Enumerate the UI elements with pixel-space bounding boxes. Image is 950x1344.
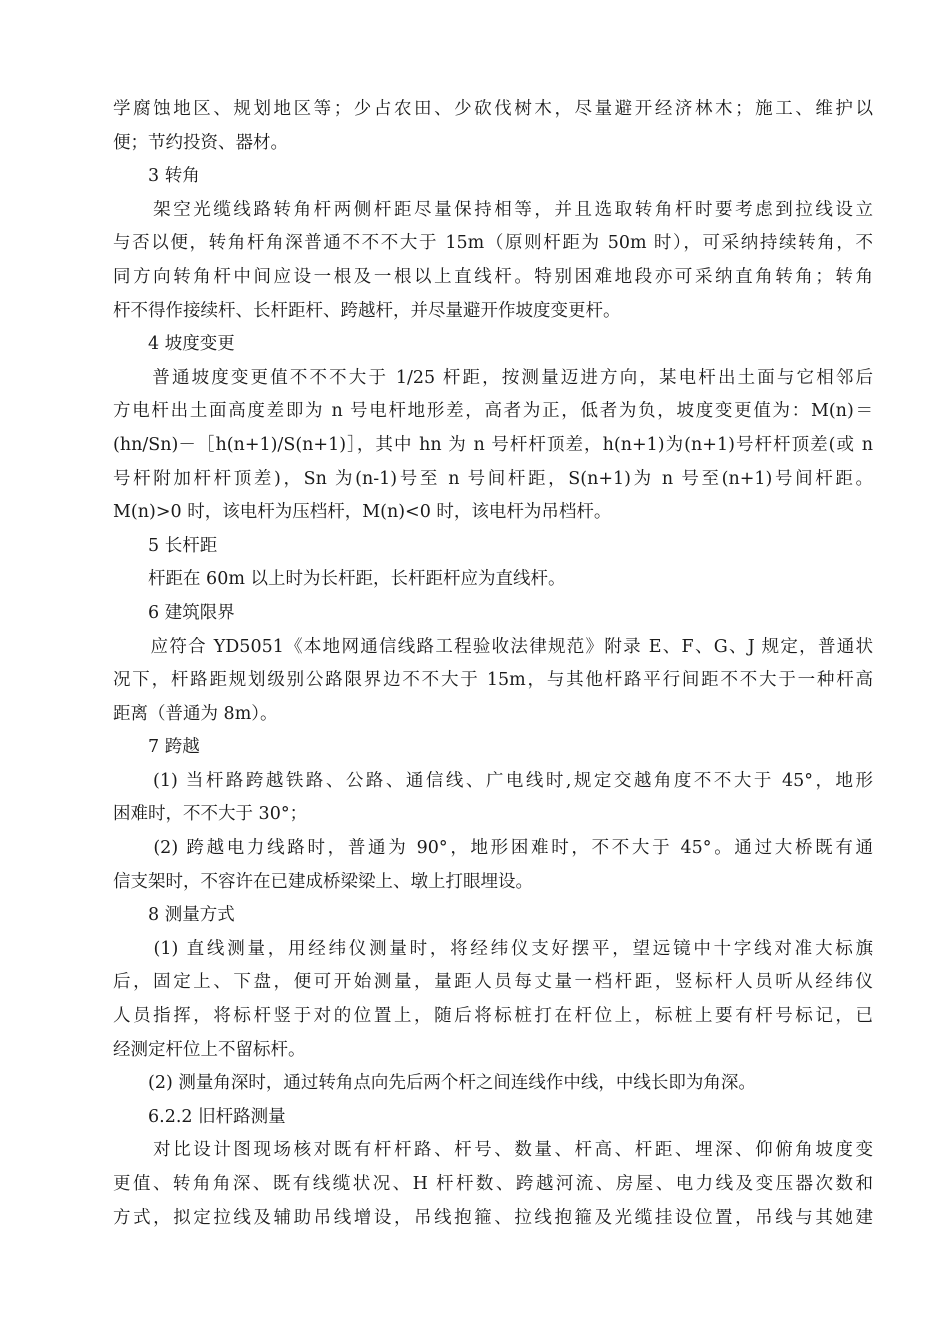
section-heading-crossing: 7 跨越	[148, 737, 200, 758]
section-heading-long-span: 5 长杆距	[148, 535, 218, 556]
text-line: 杆不得作接续杆、长杆距杆、跨越杆，并尽量避开作坡度变更杆。	[113, 300, 621, 321]
text-line: 便；节约投资、器材。	[113, 132, 288, 153]
text-line: 号杆附加杆杆顶差)，Sn 为(n-1)号至 n 号间杆距，S(n+1)为 n 号至(n+1)号间杆距。	[113, 468, 873, 489]
paragraph-turning-angle	[113, 194, 873, 328]
section-heading-slope-change: 4 坡度变更	[148, 334, 235, 355]
section-heading-old-pole-survey: 6.2.2 旧杆路测量	[148, 1106, 286, 1127]
text-line: (1) 当杆路跨越铁路、公路、通信线、广电线时,规定交越角度不不大于 45°，地形	[113, 770, 873, 791]
text-line: 同方向转角杆中间应设一根及一根以上直线杆。特别困难地段亦可采纳直角转角；转角	[113, 266, 873, 287]
paragraph-crossing-1	[113, 765, 873, 832]
text-line: 与否以便，转角杆角深普通不不不大于 15m（原则杆距为 50m 时），可采纳持续转角，不	[113, 233, 873, 254]
paragraph-survey-method-1	[113, 933, 873, 1067]
text-line: 普通坡度变更值不不不大于 1/25 杆距，按测量迈进方向，某电杆出土面与它相邻后	[113, 367, 873, 388]
paragraph-old-pole-survey	[113, 1134, 873, 1235]
text-line: 对比设计图现场核对既有杆杆路、杆号、数量、杆高、杆距、埋深、仰俯角坡度变	[113, 1140, 873, 1161]
text-line: 学腐蚀地区、规划地区等；少占农田、少砍伐树木，尽量避开经济林木；施工、维护以	[113, 99, 873, 119]
text-line: M(n)>0 时，该电杆为压档杆，M(n)<0 时，该电杆为吊档杆。	[113, 502, 612, 523]
text-line: 况下，杆路距规划级别公路限界边不不大于 15m，与其他杆路平行间距不不大于一种杆高	[113, 670, 873, 691]
paragraph-intro-continued	[113, 93, 873, 160]
paragraph-crossing-2	[113, 832, 873, 899]
text-line: (2) 跨越电力线路时，普通为 90°，地形困难时，不不大于 45°。通过大桥既有通	[113, 838, 873, 859]
text-line: 更值、转角角深、既有线缆状况、H 杆杆数、跨越河流、房屋、电力线及变压器次数和	[113, 1174, 873, 1194]
text-line: 人员指挥，将标杆竖于对的位置上，随后将标桩打在杆位上，标桩上要有杆号标记，已	[113, 1006, 873, 1027]
text-line: 后，固定上、下盘，便可开始测量，量距人员每丈量一档杆距，竖标杆人员听从经纬仪	[113, 972, 873, 993]
section-heading-building-clearance: 6 建筑限界	[148, 602, 235, 623]
text-line: 困难时，不不大于 30°；	[113, 804, 308, 825]
text-line: 杆距在 60m 以上时为长杆距，长杆距杆应为直线杆。	[113, 569, 566, 590]
document-page	[113, 93, 873, 1235]
paragraph-long-span	[113, 563, 873, 597]
text-line: (1) 直线测量，用经纬仪测量时，将经纬仪支好摆平，望远镜中十字线对准大标旗	[113, 938, 873, 959]
text-line: 方电杆出土面高度差即为 n 号电杆地形差，高者为正，低者为负，坡度变更值为：M(n)＝	[113, 401, 873, 422]
text-line: 方式，拟定拉线及辅助吊线增设，吊线抱箍、拉线抱箍及光缆挂设位置，吊线与其她建	[113, 1207, 873, 1228]
text-line: (2) 测量角深时，通过转角点向先后两个杆之间连线作中线，中线长即为角深。	[113, 1073, 756, 1094]
text-line: 距离（普通为 8m）。	[113, 703, 278, 724]
text-line: (hn/Sn)－［h(n+1)/S(n+1)］，其中 hn 为 n 号杆杆顶差，h(n+1)为(n+1)号杆杆顶差(或 n	[113, 434, 873, 455]
text-line: 信支架时，不容许在已建成桥梁梁上、墩上打眼埋设。	[113, 871, 533, 892]
section-heading-survey-method: 8 测量方式	[148, 905, 235, 926]
section-heading-turning-angle: 3 转角	[148, 166, 200, 187]
paragraph-survey-method-2	[113, 1067, 873, 1101]
text-line: 经测定杆位上不留标杆。	[113, 1039, 306, 1060]
paragraph-slope-change	[113, 362, 873, 530]
text-line: 应符合 YD5051《本地网通信线路工程验收法律规范》附录 E、F、G、J 规定，普通状	[113, 636, 873, 657]
paragraph-building-clearance	[113, 631, 873, 732]
text-line: 架空光缆线路转角杆两侧杆距尽量保持相等，并且选取转角杆时要考虑到拉线设立	[113, 199, 873, 220]
